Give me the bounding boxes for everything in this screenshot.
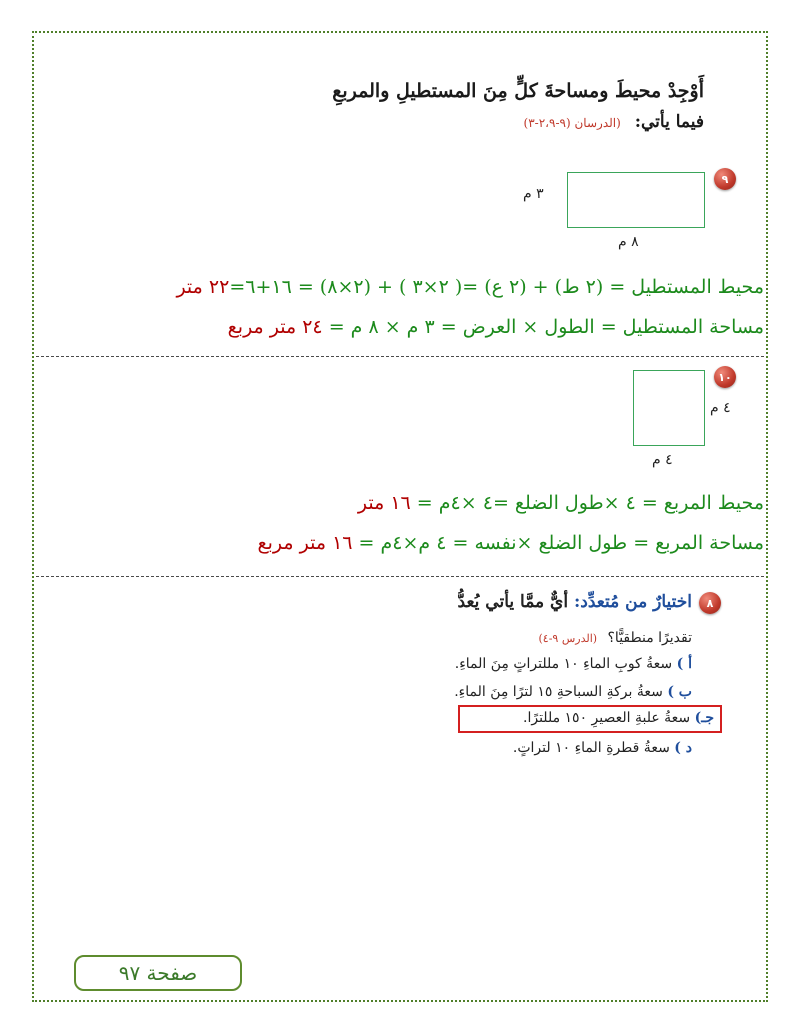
rectangle-figure (567, 172, 705, 228)
option-b[interactable] (454, 684, 692, 700)
question-8-stem-line2 (538, 630, 692, 646)
section-divider (36, 576, 764, 577)
question-9-number: ٩ (721, 172, 729, 186)
question-10-number: ١٠ (718, 370, 732, 384)
question-8-stem-text: تقديرًا منطقيًّا؟ (607, 630, 692, 646)
option-a[interactable] (455, 656, 692, 672)
square-perimeter-answer: محيط المربع = ٤ ×طول الضلع =٤ ×٤م = ١٦ متر (357, 492, 764, 514)
square-area-answer: مساحة المربع = طول الضلع ×نفسه = ٤ م×٤م = ١٦ متر مربع (257, 532, 764, 554)
option-b-letter: ب ) (667, 684, 692, 700)
option-c[interactable] (523, 710, 714, 726)
page-number-label: صفحة ٩٧ (118, 961, 198, 985)
question-8-badge (699, 592, 721, 614)
question-8-heading: اختيارٌ من مُتعدِّد: (574, 592, 692, 612)
instructions-title: أَوْجِدْ محيطَ ومساحةَ كلٍّ مِنَ المستطيلِ والمربعِ (332, 80, 704, 102)
option-d[interactable] (513, 740, 692, 756)
question-10-badge (714, 366, 736, 388)
option-b-text: سعةُ بركةِ السباحةِ ١٥ لترًا مِنَ الماءِ. (454, 684, 663, 700)
option-a-text: سعةُ كوبِ الماءِ ١٠ مللتراتٍ مِنَ الماءِ. (454, 656, 673, 672)
rectangle-area-answer: مساحة المستطيل = الطول × العرض = ٣ م × ٨ م = ٢٤ متر مربع (227, 316, 764, 338)
question-8-title (458, 592, 692, 612)
instructions-subtitle (524, 112, 704, 132)
option-c-letter: جـ) (694, 710, 714, 726)
rectangle-perimeter-answer: محيط المستطيل = (٢ ط) + (٢ ع) =( ٢×٣ ) + (٢×٨) = ١٦+٦=٢٢ متر (176, 276, 764, 298)
question-8-number: ٨ (706, 596, 714, 610)
lessons-reference: (الدرسان (٩-٢،٩-٣) (523, 116, 621, 130)
square-bottom-label: ٤ م (652, 452, 673, 468)
question-9-badge (714, 168, 736, 190)
page-number-tab (74, 955, 242, 991)
rectangle-height-label: ٣ م (523, 186, 544, 202)
rectangle-width-label: ٨ م (618, 234, 639, 250)
square-side-label: ٤ م (710, 400, 731, 416)
option-a-letter: أ ) (676, 656, 692, 672)
option-c-text: سعةُ علبةِ العصيرِ ١٥٠ مللترًا. (523, 710, 691, 726)
square-figure (633, 370, 705, 446)
option-d-letter: د ) (674, 740, 692, 756)
section-divider (36, 356, 764, 357)
subtitle-text: فيما يأتي: (634, 112, 704, 132)
question-8-stem: أيٌّ ممَّا يأتي يُعدُّ (457, 592, 569, 612)
option-d-text: سعةُ قطرةِ الماءِ ١٠ لتراتٍ. (512, 740, 670, 756)
question-8-lesson-ref: (الدرس ٩-٤) (538, 632, 598, 645)
